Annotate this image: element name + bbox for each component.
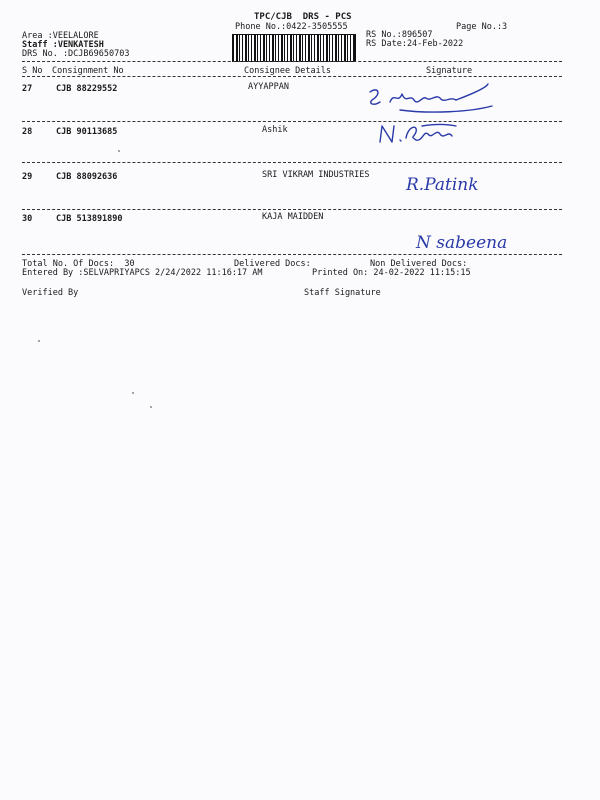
column-header-signature: Signature [426,66,473,76]
svg-text:N sabeena: N sabeena [416,233,508,253]
scan-speck [132,392,134,394]
row-sno: 30 [22,214,33,224]
divider [22,162,562,163]
row-consignment: CJB 513891890 [56,214,123,224]
staff-signature: Staff Signature [304,288,381,298]
scan-speck [150,406,152,408]
document-title: TPC/CJB DRS - PCS [254,12,352,22]
divider [22,209,562,210]
area-label: Area :VEELALORE [22,31,99,41]
page-number: Page No.:3 [456,22,508,32]
divider [22,61,562,62]
scan-speck [118,150,120,152]
column-header-sno: S No [22,66,43,76]
total-docs: Total No. Of Docs: 30 [22,259,135,269]
staff-label: Staff :VENKATESH [22,40,104,50]
row-consignment: CJB 88092636 [56,172,118,182]
signature-image [372,116,472,150]
barcode-image [232,34,356,62]
delivered-docs: Delivered Docs: [234,259,311,269]
row-consignee: Ashik [262,125,288,135]
divider [22,76,562,77]
row-sno: 29 [22,172,33,182]
rs-date: RS Date:24-Feb-2022 [366,39,464,49]
signature-image [414,228,534,256]
phone-number: Phone No.:0422-3505555 [235,22,348,32]
row-consignee: SRI VIKRAM INDUSTRIES [262,170,370,180]
row-consignee: KAJA MAIDDEN [262,212,324,222]
signature-image [360,80,500,116]
row-consignment: CJB 90113685 [56,127,118,137]
printed-on: Printed On: 24-02-2022 11:15:15 [312,268,471,278]
non-delivered-docs: Non Delivered Docs: [370,259,468,269]
row-consignee: AYYAPPAN [248,82,289,92]
row-consignment: CJB 88229552 [56,84,118,94]
scan-speck [38,340,40,342]
divider [22,254,562,255]
rs-number: RS No.:896507 [366,30,433,40]
svg-text:R.Patink: R.Patink [406,175,479,195]
entered-by: Entered By :SELVAPRIYAPCS 2/24/2022 11:16:17 AM [22,268,263,278]
drs-number: DRS No. :DCJB69650703 [22,49,130,59]
column-header-consignment: Consignment No [52,66,124,76]
column-header-consignee: Consignee Details [244,66,331,76]
row-sno: 27 [22,84,33,94]
signature-image [404,166,504,200]
row-sno: 28 [22,127,33,137]
divider [22,121,562,122]
verified-by: Verified By [22,288,79,298]
